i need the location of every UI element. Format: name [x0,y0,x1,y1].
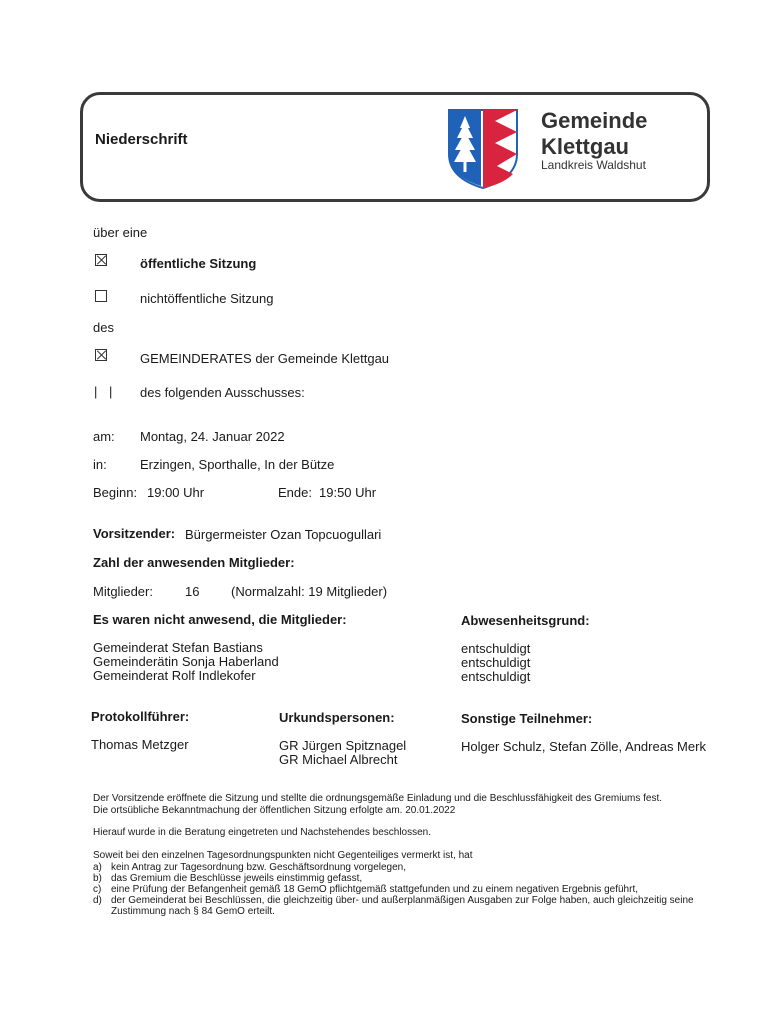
deliberation-text: Hierauf wurde in die Beratung eingetreten und Nachstehendes beschlossen. [93,827,431,838]
chair-label: Vorsitzender: [93,526,176,541]
nonpublic-session-label: nichtöffentliche Sitzung [140,291,274,306]
list-item-text: eine Prüfung der Befangenheit gemäß 18 GemO pflichtgemäß stattgefunden und zu einem negativen Ergebnis geführt, [111,884,638,895]
date-label: am: [93,429,115,444]
list-item-letter: b) [93,873,102,884]
absent-member-name: Gemeinderätin Sonja Haberland [93,654,279,669]
recorder-name: Thomas Metzger [91,737,189,752]
council-checkbox [95,349,107,361]
nonpublic-session-checkbox [95,290,107,302]
end-label: Ende: [278,485,312,500]
absent-member-name: Gemeinderat Rolf Indlekofer [93,668,256,683]
list-item-letter: c) [93,884,102,895]
list-item-text: das Gremium die Beschlüsse jeweils einstimmig gefasst, [111,873,363,884]
members-count: 16 [185,584,200,599]
certifiers-heading: Urkundspersonen: [279,710,395,725]
absent-heading: Es waren nicht anwesend, die Mitglieder: [93,612,347,627]
public-session-label: öffentliche Sitzung [140,256,257,271]
chair-value: Bürgermeister Ozan Topcuogullari [185,527,382,542]
absent-member-name: Gemeinderat Stefan Bastians [93,640,263,655]
place-label: in: [93,457,107,472]
public-session-checkbox [95,254,107,266]
recorder-heading: Protokollführer: [91,709,190,724]
absent-member-reason: entschuldigt [461,655,531,670]
absent-member-reason: entschuldigt [461,669,531,684]
committee-label: des folgenden Ausschusses: [140,385,305,400]
end-value: 19:50 Uhr [319,485,377,500]
opening-text-line2: Die ortsübliche Bekanntmachung der öffentlichen Sitzung erfolgte am. 20.01.2022 [93,805,456,816]
council-label: GEMEINDERATES der Gemeinde Klettgau [140,351,390,366]
notes-intro-text: Soweit bei den einzelnen Tagesordnungspunkten nicht Gegenteiliges vermerkt ist, hat [93,850,473,861]
start-label: Beginn: [93,485,138,500]
list-item-text: kein Antrag zur Tagesordnung bzw. Geschäftsordnung vorgelegen, [111,862,407,873]
opening-text-line1: Der Vorsitzende eröffnete die Sitzung und stellte die ordnungsgemäße Einladung und die Beschlussfähigkeit des Gremiums fest. [93,793,663,804]
des-label: des [93,320,114,335]
document-title: Niederschrift [95,131,188,148]
members-label: Mitglieder: [93,584,153,599]
municipality-name-line2: Klettgau [541,134,629,159]
list-item-letter: d) [93,895,102,906]
municipality-name [541,108,647,160]
absent-member-reason: entschuldigt [461,641,531,656]
certifier-name: GR Michael Albrecht [279,752,398,767]
attendance-heading: Zahl der anwesenden Mitglieder: [93,555,295,570]
place-value: Erzingen, Sporthalle, In der Bütze [140,457,335,472]
municipality-name-line1: Gemeinde [541,108,648,133]
list-item-continuation: Zustimmung nach § 84 GemO erteilt. [111,906,275,917]
district-name: Landkreis Waldshut [541,158,646,172]
certifier-name: GR Jürgen Spitznagel [279,738,407,753]
list-item-letter: a) [93,862,102,873]
normal-count: (Normalzahl: 19 Mitglieder) [231,584,388,599]
committee-checkbox: | | [94,384,117,399]
date-value: Montag, 24. Januar 2022 [140,429,285,444]
list-item-text: der Gemeinderat bei Beschlüssen, die gleichzeitig über- und außerplanmäßigen Ausgaben zur Folge haben, auch gleichzeitig seine [111,895,694,906]
absence-reason-heading: Abwesenheitsgrund: [461,613,590,628]
start-value: 19:00 Uhr [147,485,205,500]
session-intro: über eine [93,225,148,240]
other-participants-heading: Sonstige Teilnehmer: [461,711,593,726]
other-participants: Holger Schulz, Stefan Zölle, Andreas Merk [461,739,706,754]
coat-of-arms-icon [447,108,519,190]
